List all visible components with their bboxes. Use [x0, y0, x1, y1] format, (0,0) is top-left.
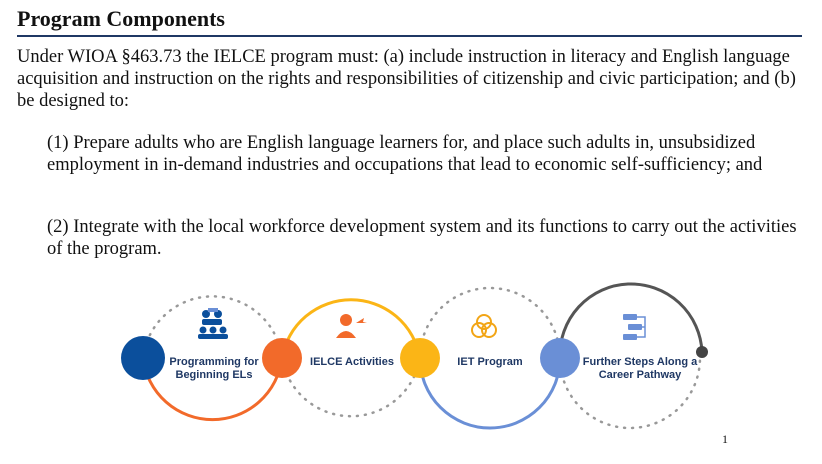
pathway-flowchart-icon	[623, 314, 645, 340]
stage-label-2: IELCE Activities	[310, 356, 394, 368]
page-number: 1	[722, 432, 728, 446]
stage-circle-1	[121, 336, 165, 380]
people-group-icon	[198, 308, 228, 339]
stage-label-4: Further Steps Along a	[582, 356, 698, 368]
stage-label-4b: Career Pathway	[598, 369, 682, 381]
arc-yellow	[282, 300, 420, 358]
venn-circles-icon	[472, 315, 496, 337]
person-speaking-icon	[336, 314, 367, 338]
program-pathway-diagram	[110, 278, 720, 440]
arc-blue	[420, 358, 560, 428]
stage-circle-2	[262, 338, 302, 378]
stage-label-3: IET Program	[457, 356, 523, 368]
stage-circle-4	[540, 338, 580, 378]
requirement-item-2: (2) Integrate with the local workforce development system and its functions to carry out the activities of the program.	[47, 217, 797, 259]
intro-paragraph: Under WIOA §463.73 the IELCE program must: (a) include instruction in literacy and English language acquisition and instruction on the rights and responsibilities of citizenship and civic participation; and (b) be designed to:	[17, 47, 796, 111]
stage-label-1: Programming for	[169, 356, 259, 368]
stage-label-1b: Beginning ELs	[175, 369, 253, 381]
stage-circle-3	[400, 338, 440, 378]
pathway-endpoint	[696, 346, 708, 358]
requirement-item-1: (1) Prepare adults who are English language learners for, and place such adults in, unsubsidized employment in in-demand industries and occupations that lead to economic self-sufficiency; and	[47, 133, 763, 175]
section-heading: Program Components	[17, 5, 802, 37]
arc-gray	[560, 284, 702, 358]
